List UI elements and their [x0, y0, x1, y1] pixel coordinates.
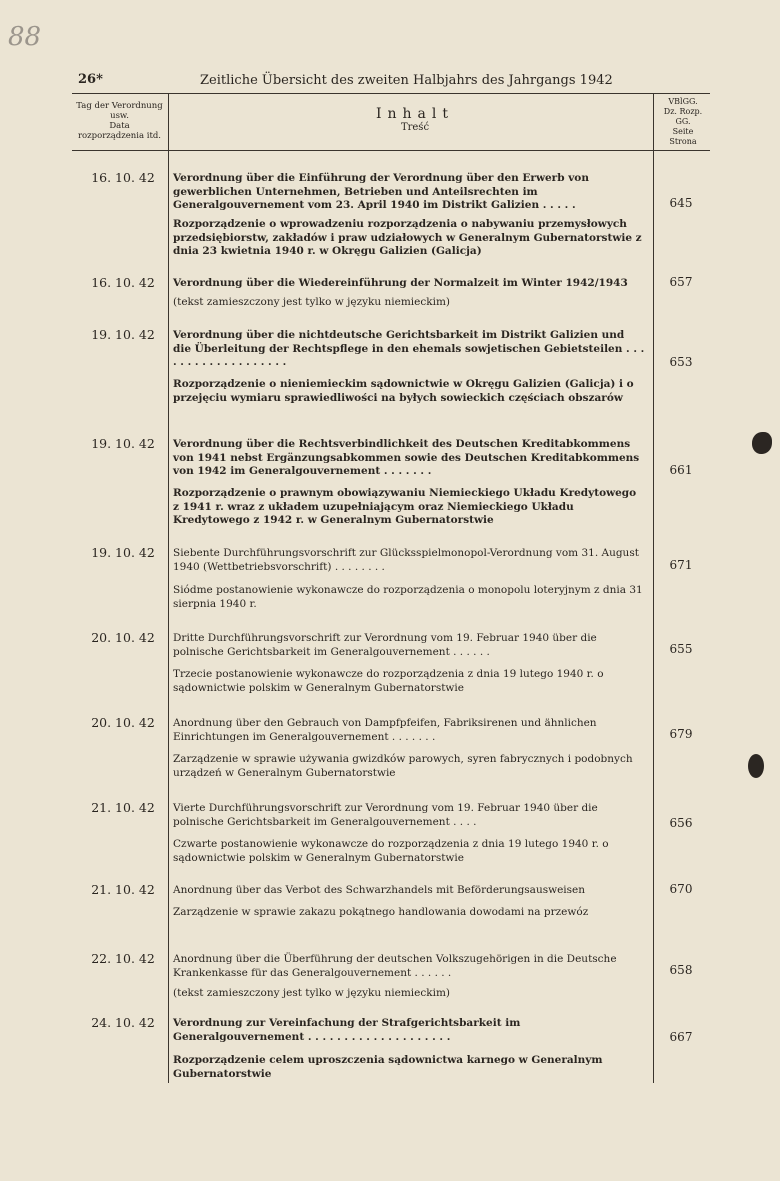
header-page-column: VBlGG. Dz. Rozp. GG. Seite Strona: [663, 97, 703, 146]
entry-polish: Rozporządzenie celem uproszczenia sądownictwa karnego w Generalnym Gubernatorstwie: [173, 1054, 603, 1080]
ink-blot: [748, 754, 764, 778]
entry-page: 657: [669, 275, 693, 289]
entry-date: 16. 10. 42: [91, 170, 155, 185]
column-rule-right: [653, 93, 654, 1083]
ink-blot: [752, 432, 772, 454]
entry-polish: Czwarte postanowienie wykonawcze do rozporządzenia z dnia 19 lutego 1940 r. o sądownictwie polskim w Generalnym Gubernatorstwie: [173, 838, 609, 864]
entry-german: Verordnung zur Vereinfachung der Strafgerichtsbarkeit im Generalgouvernement . . . . . . . . . . . . . . . . . . . .: [173, 1017, 521, 1043]
column-rule-left: [168, 93, 169, 1083]
entry-polish: Zarządzenie w sprawie zakazu pokątnego handlowania dowodami na przewóz: [173, 906, 589, 918]
entry-german: Anordnung über das Verbot des Schwarzhandels mit Beförderungsausweisen: [173, 884, 586, 896]
entry-polish: Rozporządzenie o prawnym obowiązywaniu Niemieckiego Układu Kredytowego z 1941 r. wraz z układem uzupełniającym oraz Niemieckiego Układu Kredytowego z 1942 r. w Generalnym Gubernatorstwie: [173, 487, 637, 526]
entry-polish: (tekst zamieszczony jest tylko w języku niemieckim): [173, 987, 451, 999]
entry-page: 645: [669, 196, 693, 210]
entry-date: 22. 10. 42: [91, 951, 155, 966]
entry-polish: Siódme postanowienie wykonawcze do rozporządzenia o monopolu loteryjnym z dnia 31 sierpnia 1940 r.: [173, 584, 643, 610]
entry-date: 24. 10. 42: [91, 1015, 155, 1030]
entry-date: 19. 10. 42: [91, 327, 155, 342]
entry-polish: Zarządzenie w sprawie używania gwizdków parowych, syren fabrycznych i podobnych urządzeń w Generalnym Gubernatorstwie: [173, 753, 633, 779]
entry-german: Anordnung über den Gebrauch von Dampfpfeifen, Fabriksirenen und ähnlichen Einrichtungen im Generalgouvernement . . . . . . .: [173, 717, 597, 743]
entry-date: 20. 10. 42: [91, 630, 155, 645]
entry-page: 653: [669, 355, 693, 369]
header-date-column: Tag der Verordnung usw. Data rozporządzenia itd.: [76, 101, 163, 141]
entry-german: Verordnung über die Rechtsverbindlichkeit des Deutschen Kreditabkommens von 1941 nebst Ergänzungsabkommen sowie des Deutschen Kreditabkommens von 1942 im Generalgouvernement . . . . . . .: [173, 438, 640, 477]
content-title: Inhalt: [375, 106, 454, 122]
entry-polish: Rozporządzenie o wprowadzeniu rozporządzenia o nabywaniu przemysłowych przedsiębiorstw, zakładów i praw udziałowych w Generalnym Gubernatorstwie z dnia 23 kwietnia 1940 r. w Okręgu Galizien (Galicja): [173, 218, 642, 257]
entry-page: 655: [669, 642, 693, 656]
entry-german: Anordnung über die Überführung der deutschen Volkszugehörigen in die Deutsche Krankenkasse für das Generalgouvernement . . . . . .: [173, 953, 617, 979]
entry-page: 667: [669, 1030, 693, 1044]
entry-date: 20. 10. 42: [91, 715, 155, 730]
header-content-column: [175, 106, 655, 133]
entry-german: Siebente Durchführungsvorschrift zur Glücksspielmonopol-Verordnung vom 31. August 1940 (Wettbetriebsvorschrift) . . . . . . . .: [173, 547, 639, 573]
entry-date: 19. 10. 42: [91, 545, 155, 560]
entry-german: Verordnung über die Wiedereinführung der Normalzeit im Winter 1942/1943: [173, 277, 628, 289]
entry-date: 16. 10. 42: [91, 275, 155, 290]
entry-polish: Rozporządzenie o nieniemieckim sądownictwie w Okręgu Galizien (Galicja) i o przejęciu wymiaru sprawiedliwości na byłych sowieckich częściach obszarów: [173, 378, 634, 404]
pencil-mark: 88: [8, 22, 42, 52]
entry-german: Dritte Durchführungsvorschrift zur Verordnung vom 19. Februar 1940 über die polnische Gerichtsbarkeit im Generalgouvernement . . . . . .: [173, 632, 597, 658]
entry-page: 671: [669, 558, 693, 572]
entry-date: 21. 10. 42: [91, 800, 155, 815]
entry-german: Verordnung über die nichtdeutsche Gerichtsbarkeit im Distrikt Galizien und die Überleitung der Rechtspflege in den ehemals sowjetischen Gebietsteilen . . . . . . . . . . . . . . . . . . .: [173, 329, 645, 368]
entry-polish: (tekst zamieszczony jest tylko w języku niemieckim): [173, 296, 451, 308]
entry-date: 21. 10. 42: [91, 882, 155, 897]
entry-page: 658: [669, 963, 693, 977]
page-number: 26*: [78, 72, 103, 87]
entry-page: 656: [669, 816, 693, 830]
entry-polish: Trzecie postanowienie wykonawcze do rozporządzenia z dnia 19 lutego 1940 r. o sądownictwie polskim w Generalnym Gubernatorstwie: [173, 668, 604, 694]
entry-page: 679: [669, 727, 693, 741]
content-subtitle: Treść: [400, 122, 430, 133]
entry-german: Verordnung über die Einführung der Verordnung über den Erwerb von gewerblichen Unternehmen, Betrieben und Anteilsrechten im Generalgouvernement vom 23. April 1940 im Distrikt Galizien . . . . .: [173, 172, 589, 211]
page-title: Zeitliche Übersicht des zweiten Halbjahrs des Jahrgangs 1942: [200, 73, 613, 88]
entry-german: Vierte Durchführungsvorschrift zur Verordnung vom 19. Februar 1940 über die polnische Gerichtsbarkeit im Generalgouvernement . . . .: [173, 802, 598, 828]
entry-page: 661: [669, 463, 693, 477]
entry-page: 670: [669, 882, 693, 896]
entry-date: 19. 10. 42: [91, 436, 155, 451]
